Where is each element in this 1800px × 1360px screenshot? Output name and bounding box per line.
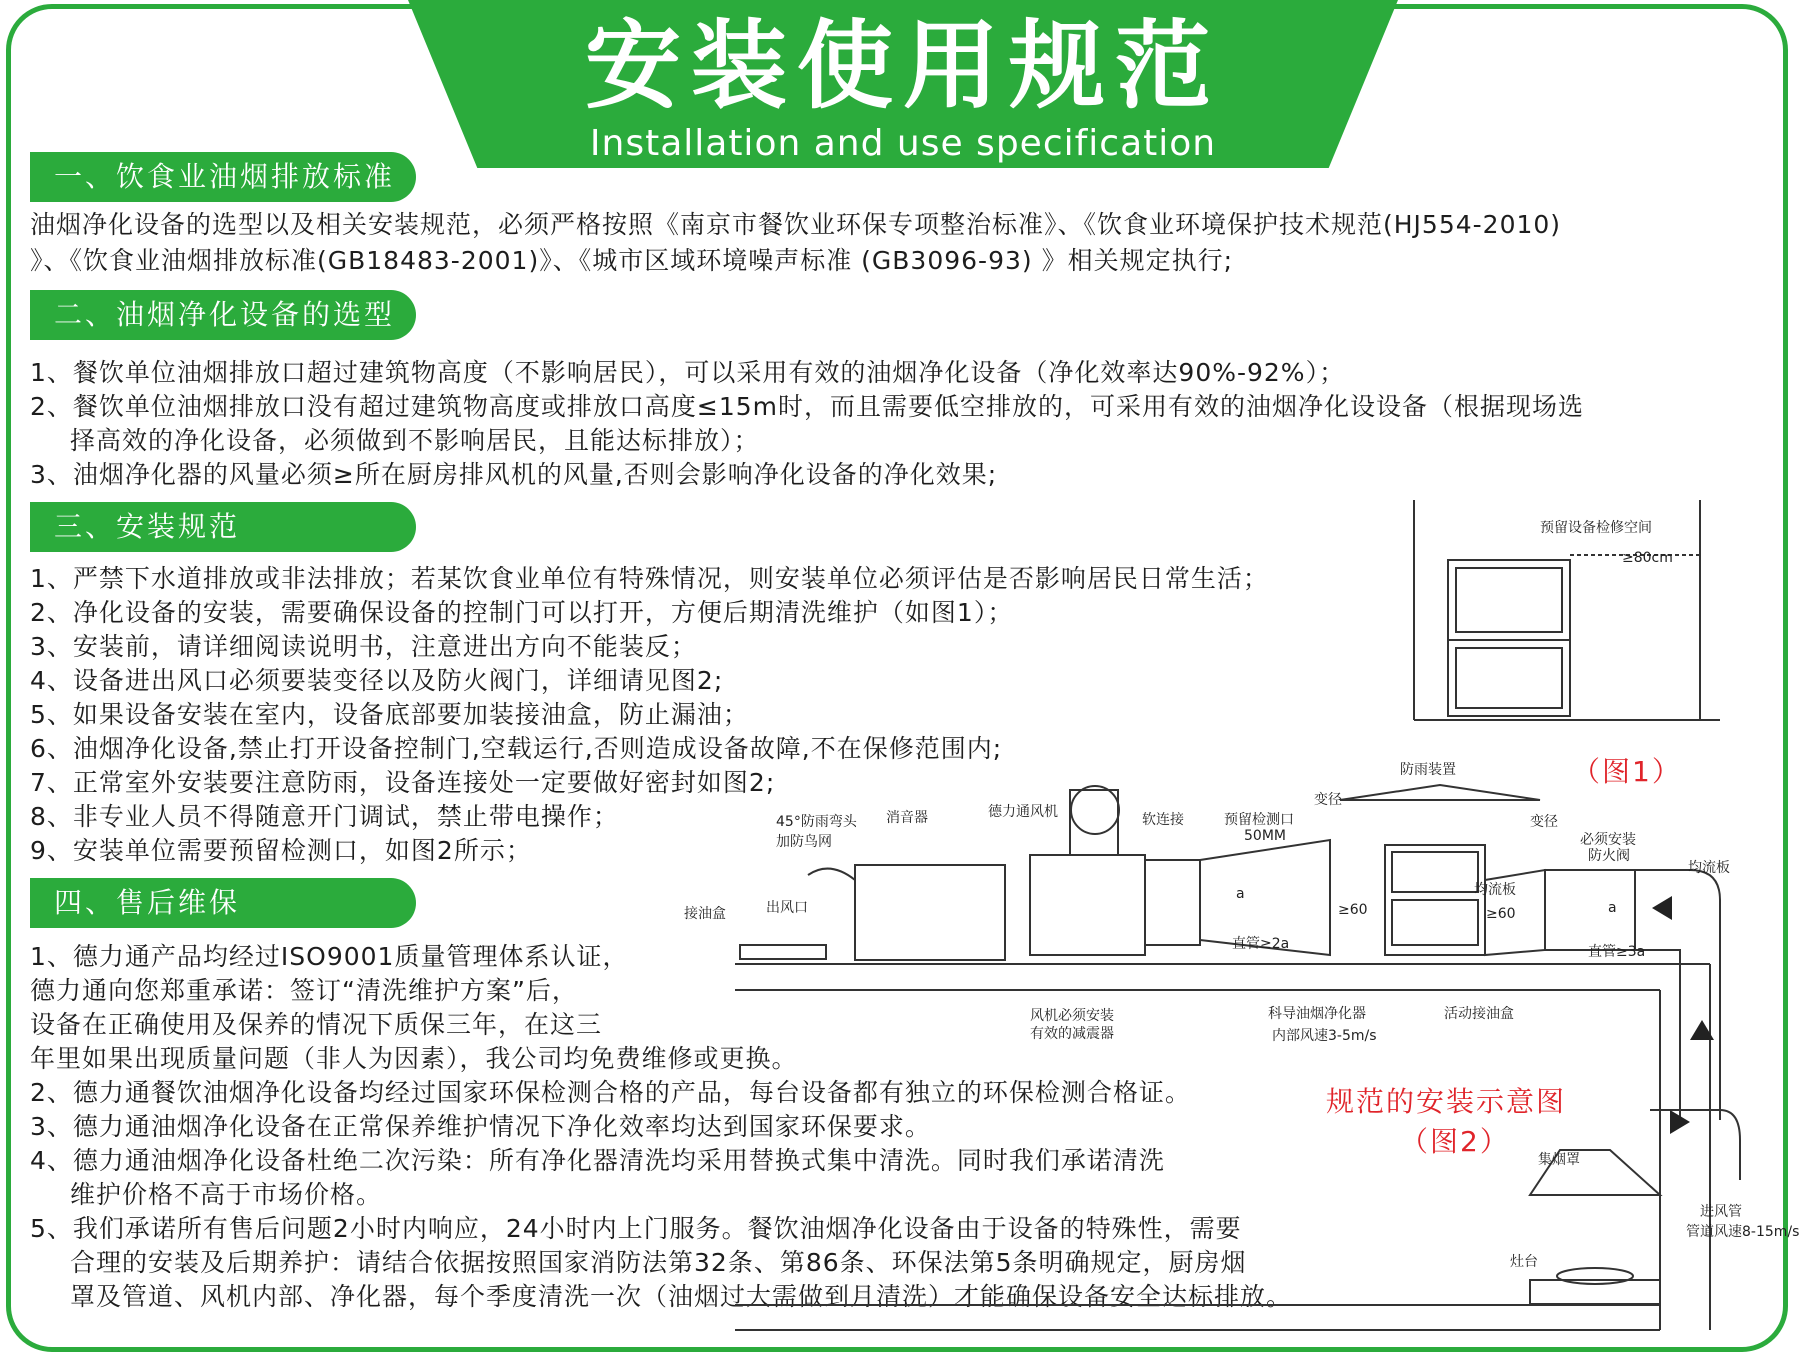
section-3-line: 6、油烟净化设备,禁止打开设备控制门,空载运行,否则造成设备故障,不在保修范围内; xyxy=(30,734,1003,763)
section-1-line: 》、《饮食业油烟排放标准(GB18483-2001)》、《城市区域环境噪声标准 (GB3096-93) 》相关规定执行; xyxy=(30,246,1234,275)
fig2-label-fire-valve: 必须安装 xyxy=(1580,832,1636,848)
fig2-label-ge60: ≥60 xyxy=(1338,902,1368,918)
fig2-label-straight-3a: 直管≥3a xyxy=(1588,944,1646,960)
fig2-label-inlet-speed: 管道风速8-15m/s xyxy=(1686,1224,1800,1240)
section-4-line: 罩及管道、风机内部、净化器，每个季度清洗一次（油烟过大需做到月清洗）才能确保设备安全达标排放。 xyxy=(70,1282,1293,1311)
section-2-line: 1、餐饮单位油烟排放口超过建筑物高度（不影响居民），可以采用有效的油烟净化设备（净化效率达90%-92%）； xyxy=(30,358,1346,387)
section-2-line: 2、餐饮单位油烟排放口没有超过建筑物高度或排放口高度≤15m时，而且需要低空排放的，可采用有效的油烟净化设设备（根据现场选 xyxy=(30,392,1585,421)
fig2-label-ge60: ≥60 xyxy=(1486,906,1516,922)
fig2-label-bird-net: 加防鸟网 xyxy=(776,834,832,850)
section-4-line: 合理的安装及后期养护：请结合依据按照国家消防法第32条、第86条、环保法第5条明确规定，厨房烟 xyxy=(70,1248,1247,1277)
fig2-label-test-port-size: 50MM xyxy=(1244,828,1286,844)
section-4-line: 设备在正确使用及保养的情况下质保三年，在这三 xyxy=(30,1010,603,1039)
fig2-label-oil-box: 接油盒 xyxy=(684,906,726,922)
fig2-label-reducer: 变径 xyxy=(1314,792,1342,808)
section-4-line: 3、德力通油烟净化设备在正常保养维护情况下净化效率均达到国家环保要求。 xyxy=(30,1112,931,1141)
section-3-line: 3、安装前，请详细阅读说明书，注意进出方向不能装反； xyxy=(30,632,697,661)
section-heading-emission-standard: 一、饮食业油烟排放标准 xyxy=(30,152,416,202)
section-3-line: 4、设备进出风口必须要装变径以及防火阀门，详细请见图2; xyxy=(30,666,724,695)
page-title: 安装使用规范 xyxy=(585,10,1221,122)
fig2-label-rain-elbow: 45°防雨弯头 xyxy=(776,814,857,830)
fig2-label-a: a xyxy=(1608,900,1617,916)
section-heading-installation: 三、安装规范 xyxy=(30,502,416,552)
fig2-label-straight-2a: 直管≥2a xyxy=(1232,936,1290,952)
fig2-label-baffle: 均流板 xyxy=(1688,860,1730,876)
section-3-line: 9、安装单位需要预留检测口，如图2所示； xyxy=(30,836,532,865)
fig2-label-inlet: 进风管 xyxy=(1700,1204,1742,1220)
section-4-line: 维护价格不高于市场价格。 xyxy=(70,1180,383,1209)
section-3-line: 2、净化设备的安装，需要确保设备的控制门可以打开，方便后期清洗维护（如图1）； xyxy=(30,598,1014,627)
fig2-label-stove: 灶台 xyxy=(1510,1254,1538,1270)
section-3-line: 5、如果设备安装在室内，设备底部要加装接油盒，防止漏油； xyxy=(30,700,749,729)
fig2-label-purifier: 科导油烟净化器 xyxy=(1268,1006,1366,1022)
section-3-line: 1、严禁下水道排放或非法排放；若某饮食业单位有特殊情况，则安装单位必须评估是否影响居民日常生活； xyxy=(30,564,1269,593)
page-subtitle: Installation and use specification xyxy=(589,123,1217,164)
section-2-line: 择高效的净化设备，必须做到不影响居民，且能达标排放）； xyxy=(70,426,760,455)
section-heading-equipment-selection: 二、油烟净化设备的选型 xyxy=(30,290,416,340)
figure-1-caption: （图1） xyxy=(1572,755,1682,788)
section-4-line: 1、德力通产品均经过ISO9001质量管理体系认证， xyxy=(30,942,629,971)
fig2-label-damper: 有效的减震器 xyxy=(1030,1026,1114,1042)
section-4-line: 4、德力通油烟净化设备杜绝二次污染：所有净化器清洗均采用替换式集中清洗。同时我们承诺清洗 xyxy=(30,1146,1165,1175)
fig2-label-fan: 德力通风机 xyxy=(988,804,1058,820)
fig2-label-rain-device: 防雨装置 xyxy=(1400,762,1456,778)
section-1-line: 油烟净化设备的选型以及相关安装规范，必须严格按照《南京市餐饮业环保专项整治标准》、《饮食业环境保护技术规范(HJ554-2010) xyxy=(30,210,1562,239)
section-3-line: 7、正常室外安装要注意防雨，设备连接处一定要做好密封如图2; xyxy=(30,768,776,797)
section-heading-after-sales: 四、售后维保 xyxy=(30,878,416,928)
section-4-line: 5、我们承诺所有售后问题2小时内响应，24小时内上门服务。餐饮油烟净化设备由于设备的特殊性，需要 xyxy=(30,1214,1242,1243)
figure-1-label-dim: ≥80cm xyxy=(1622,550,1673,566)
fig2-label-test-port: 预留检测口 xyxy=(1224,812,1294,828)
fig2-label-oil-tray: 活动接油盒 xyxy=(1444,1006,1514,1022)
section-2-line: 3、油烟净化器的风量必须≥所在厨房排风机的风量,否则会影响净化设备的净化效果; xyxy=(30,460,998,489)
figure-1-label-space: 预留设备检修空间 xyxy=(1540,520,1652,536)
fig2-label-silencer: 消音器 xyxy=(886,810,928,826)
section-4-line: 德力通向您郑重承诺：签订“清洗维护方案”后， xyxy=(30,976,578,1005)
section-3-line: 8、非专业人员不得随意开门调试，禁止带电操作； xyxy=(30,802,619,831)
fig2-label-soft-joint: 软连接 xyxy=(1142,812,1184,828)
figure-2-caption: （图2） xyxy=(1400,1125,1510,1158)
fig2-label-reducer: 变径 xyxy=(1530,814,1558,830)
section-4-line: 2、德力通餐饮油烟净化设备均经过国家环保检测合格的产品，每台设备都有独立的环保检测合格证。 xyxy=(30,1078,1191,1107)
fig2-label-damper: 风机必须安装 xyxy=(1030,1008,1114,1024)
fig2-label-fire-valve: 防火阀 xyxy=(1588,848,1630,864)
section-4-line: 年里如果出现质量问题（非人为因素），我公司均免费维修或更换。 xyxy=(30,1044,798,1073)
fig2-label-outlet: 出风口 xyxy=(766,900,808,916)
fig2-label-baffle: 均流板 xyxy=(1474,882,1516,898)
fig2-label-purifier-speed: 内部风速3-5m/s xyxy=(1272,1028,1377,1044)
fig2-label-hood: 集烟罩 xyxy=(1538,1152,1580,1168)
fig2-label-a: a xyxy=(1236,886,1245,902)
figure-2-caption-title: 规范的安装示意图 xyxy=(1326,1085,1567,1118)
